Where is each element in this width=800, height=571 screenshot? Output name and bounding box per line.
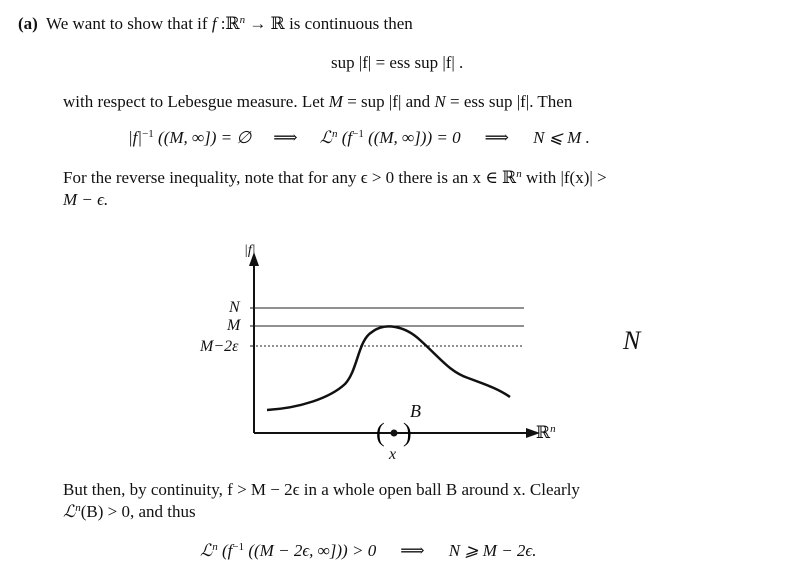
measure-exponent: n xyxy=(212,541,218,553)
continuity-text-line2: (B) > 0, and thus xyxy=(80,502,196,521)
label-B: B xyxy=(410,401,421,421)
reverse-text-line2: M − ϵ. xyxy=(63,190,109,209)
equation-lower-bound xyxy=(200,541,537,561)
exponent-n: n xyxy=(516,168,522,180)
side-label-N: N xyxy=(623,326,641,355)
lebesgue-measure-symbol: ℒ xyxy=(63,502,76,522)
x-axis-label xyxy=(536,423,556,443)
function-curve xyxy=(267,326,510,410)
reverse-tail: with |f(x)| > xyxy=(521,168,607,187)
point-x xyxy=(391,430,398,437)
ball-left-paren: ( xyxy=(376,418,385,447)
implies-arrow: ⟹ xyxy=(484,128,510,147)
y-axis-label: |f| xyxy=(244,243,256,258)
lebesgue-measure-symbol: ℒ xyxy=(319,128,332,148)
label-x: x xyxy=(389,446,397,463)
preimage-f: (f xyxy=(217,541,233,560)
paragraph-continuity-line2 xyxy=(63,502,196,522)
measure-exponent: n xyxy=(75,502,81,514)
lebesgue-measure-symbol: ℒ xyxy=(200,541,213,561)
map-arrow: → xyxy=(245,14,271,33)
definitions-text: with respect to Lebesgue measure. Let xyxy=(63,92,329,111)
inverse-exponent: −1 xyxy=(232,541,245,553)
implies-arrow: ⟹ xyxy=(273,128,298,147)
preimage-f: (f xyxy=(337,128,353,147)
domain-symbol: ℝ xyxy=(225,14,240,33)
measure-exponent: n xyxy=(331,128,338,140)
part-label: (a) xyxy=(18,14,38,33)
reverse-text: For the reverse inequality, note that for any ϵ > 0 there is an x ∈ ℝ xyxy=(63,168,517,187)
label-M: M xyxy=(227,317,241,334)
symbol-M: M xyxy=(328,92,343,111)
preimage-empty: ((M, ∞]) = ∅ xyxy=(153,128,252,147)
intro-tail: is continuous then xyxy=(284,14,413,33)
continuity-text: But then, by continuity, f > M − 2ϵ in a whole open ball B around x. Clearly xyxy=(63,480,580,499)
measure-zero: ((M, ∞])) = 0 xyxy=(363,128,461,147)
function-symbol: f xyxy=(211,14,217,33)
intro-text: We want to show that if xyxy=(46,14,212,33)
colon: : xyxy=(216,14,226,33)
conclusion-N-ge: N ⩾ M − 2ϵ. xyxy=(448,541,537,560)
ball-right-paren: ) xyxy=(403,418,412,447)
paragraph-continuity-line1 xyxy=(63,480,580,500)
symbol-N: N xyxy=(434,92,446,111)
label-M-minus-2eps: M−2ε xyxy=(200,338,239,355)
definition-N: = ess sup |f|. Then xyxy=(445,92,573,111)
inverse-exponent: −1 xyxy=(142,128,154,140)
conclusion-N-le-M: N ⩽ M . xyxy=(533,128,590,147)
inverse-exponent: −1 xyxy=(352,128,364,140)
x-axis-symbol: ℝ xyxy=(536,423,551,442)
abs-f: |f| xyxy=(128,128,143,147)
equation-text: sup |f| = ess sup |f| . xyxy=(331,53,464,72)
implies-arrow: ⟹ xyxy=(400,541,425,560)
label-N: N xyxy=(229,299,240,316)
codomain-symbol: ℝ xyxy=(270,14,285,33)
domain-exponent: n xyxy=(239,14,246,26)
measure-positive: ((M − 2ϵ, ∞])) > 0 xyxy=(244,541,377,560)
definition-M: = sup |f| and xyxy=(342,92,435,111)
x-axis-exponent: n xyxy=(550,423,556,435)
